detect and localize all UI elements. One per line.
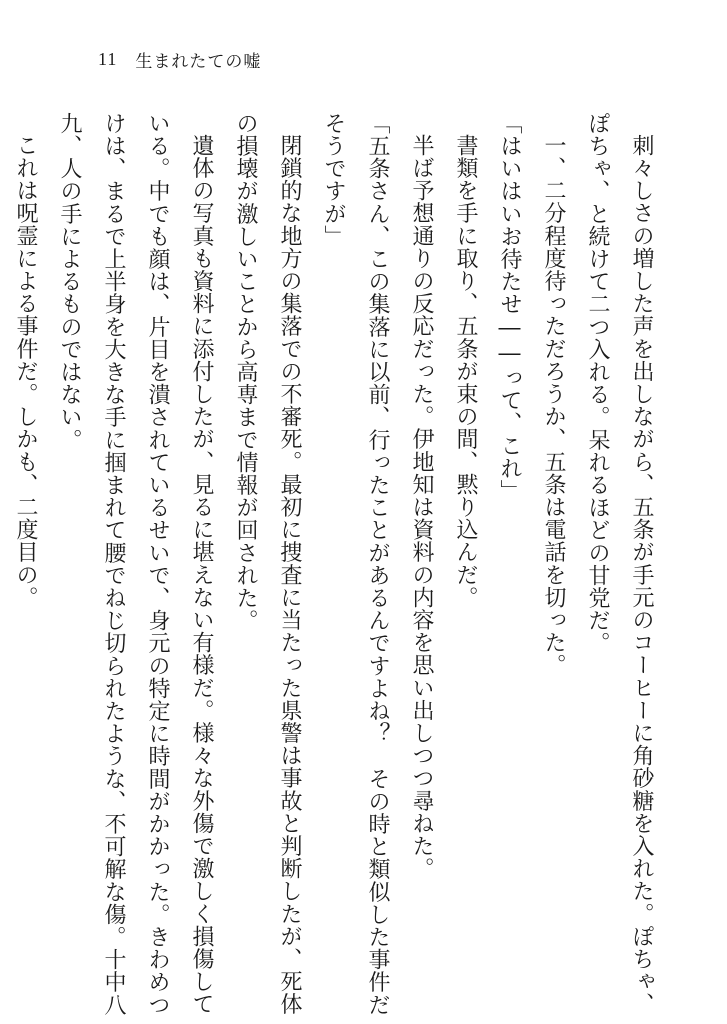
- text-line: 閉鎖的な地方の集落での不審死。最初に捜査に当たった県警は事故と判断したが、死体: [277, 134, 302, 1016]
- text-line: いる。中でも顔は、片目を潰されているせいで、身元の特定に時間がかかった。きわめつ: [145, 112, 170, 1016]
- text-line: けは、まるで上半身を大きな手に掴まれて腰でねじ切られたような、不可解な傷。十中八: [101, 112, 126, 1016]
- text-line: そうですが」: [321, 112, 346, 248]
- text-line: 遺体の写真も資料に添付したが、見るに堪えない有様だ。様々な外傷で激しく損傷して: [189, 134, 214, 1016]
- text-line: これは呪霊による事件だ。しかも、二度目の。: [13, 134, 38, 609]
- chapter-title: 生まれたての嘘: [135, 51, 262, 72]
- text-line: 書類を手に取り、五条が束の間、黙り込んだ。: [453, 134, 478, 609]
- text-line: 一、二分程度待っただろうか、五条は電話を切った。: [541, 134, 566, 677]
- page-number: 11: [98, 48, 118, 69]
- text-line: 九、人の手によるものではない。: [57, 112, 82, 451]
- running-header: [98, 46, 261, 72]
- text-line: ぽちゃ、と続けて二つ入れる。呆れるほどの甘党だ。: [585, 112, 610, 655]
- text-line: 刺々しさの増した声を出しながら、五条が手元のコーヒーに角砂糖を入れた。ぽちゃ、: [629, 134, 654, 1016]
- text-line: 「五条さん、この集落に以前、行ったことがあるんですよね？ その時と類似した事件だ: [365, 112, 390, 1016]
- text-line: の損壊が激しいことから高専まで情報が回された。: [233, 112, 258, 632]
- body-text: [13, 112, 663, 1016]
- text-line: 半ば予想通りの反応だった。伊地知は資料の内容を思い出しつつ尋ねた。: [409, 134, 434, 880]
- text-line: 「はいはいお待たせ――って、これ」: [497, 112, 522, 503]
